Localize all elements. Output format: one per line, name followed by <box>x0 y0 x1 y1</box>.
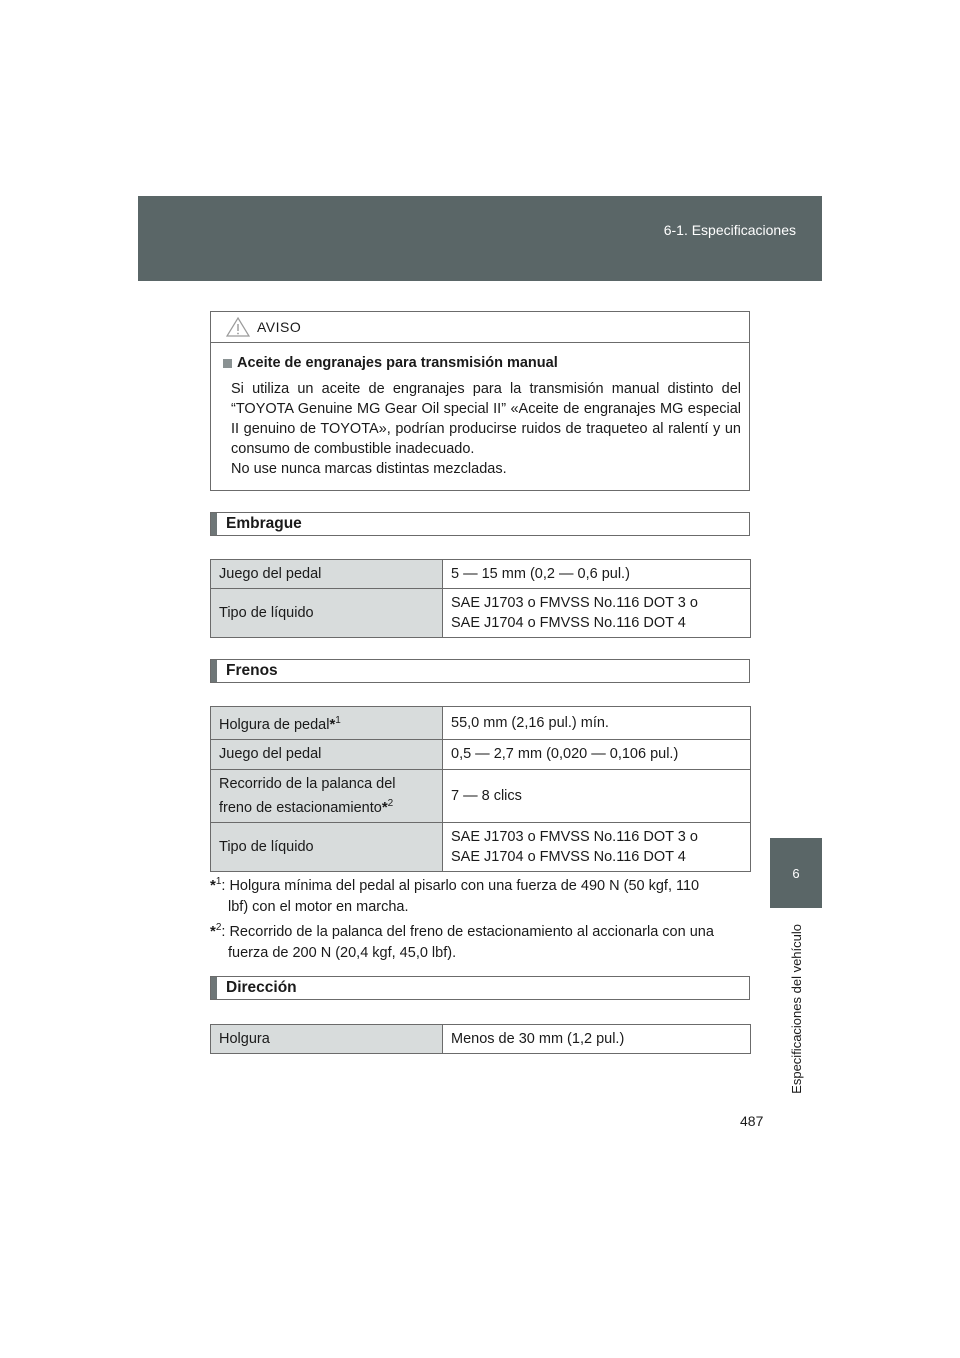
row-value: 0,5 — 2,7 mm (0,020 — 0,106 pul.) <box>443 739 751 769</box>
warning-subtitle <box>223 353 741 373</box>
warning-box <box>210 311 750 491</box>
row-label: Tipo de líquido <box>211 589 443 638</box>
section-heading-text: Embrague <box>226 515 302 532</box>
row-value: 5 — 15 mm (0,2 — 0,6 pul.) <box>443 560 751 589</box>
chapter-tab-number[interactable]: 6 <box>770 838 822 908</box>
row-value-line: SAE J1704 o FMVSS No.116 DOT 4 <box>451 848 686 865</box>
embrague-table <box>210 559 751 638</box>
footnote-number: 2 <box>387 797 394 809</box>
row-value: Menos de 30 mm (1,2 pul.) <box>443 1025 751 1054</box>
table-row <box>211 1025 751 1054</box>
row-label: Juego del pedal <box>211 560 443 589</box>
square-bullet-icon <box>223 359 232 368</box>
row-label-text: Holgura de pedal <box>219 716 330 733</box>
warning-subtitle-text: Aceite de engranajes para transmisión manual <box>237 355 558 371</box>
footnote-mark: * <box>210 922 216 940</box>
footnote-mark: * <box>329 715 336 733</box>
footnote-text-2: lbf) con el motor en marcha. <box>228 898 409 915</box>
section-heading-embrague <box>210 512 750 536</box>
footnote-text: : Holgura mínima del pedal al pisarlo con una fuerza de 490 N (50 kgf, 110 <box>221 877 700 894</box>
section-title: 6-1. Especificaciones <box>663 222 796 238</box>
row-value-line: SAE J1704 o FMVSS No.116 DOT 4 <box>451 615 686 631</box>
footnote-mark: * <box>381 798 388 816</box>
row-label-line: Recorrido de la palanca del <box>219 775 396 792</box>
row-value-line: SAE J1703 o FMVSS No.116 DOT 3 o <box>451 828 698 845</box>
warning-paragraph-2: No use nunca marcas distintas mezcladas. <box>231 461 507 477</box>
row-value-line: SAE J1703 o FMVSS No.116 DOT 3 o <box>451 595 698 611</box>
page-number: 487 <box>740 1113 764 1129</box>
row-value: 7 — 8 clics <box>443 769 751 822</box>
footnote-text: : Recorrido de la palanca del freno de estacionamiento al accionarla con una <box>221 923 714 940</box>
footnote-2 <box>210 917 746 964</box>
row-label-line-2 <box>219 794 434 818</box>
row-label: Holgura <box>211 1025 443 1054</box>
footnote-number: 2 <box>215 922 222 933</box>
section-bar <box>211 513 217 535</box>
warning-triangle-icon <box>225 316 251 338</box>
section-heading-text: Frenos <box>226 662 278 679</box>
row-label: Tipo de líquido <box>211 822 443 871</box>
section-heading-text: Dirección <box>226 979 297 996</box>
direccion-table <box>210 1024 751 1054</box>
row-value <box>443 589 751 638</box>
footnote-mark: * <box>210 876 216 894</box>
footnote-text-2: fuerza de 200 N (20,4 kgf, 45,0 lbf). <box>228 944 457 961</box>
row-label-text: freno de estacionamiento <box>219 799 382 816</box>
frenos-table <box>210 706 751 872</box>
table-row <box>211 822 751 871</box>
table-row <box>211 589 751 638</box>
header-band <box>138 196 822 281</box>
section-heading-direccion <box>210 976 750 1000</box>
table-row <box>211 739 751 769</box>
warning-header <box>211 312 749 343</box>
section-bar <box>211 977 217 999</box>
warning-paragraph: Si utiliza un aceite de engranajes para la transmisión manual distinto del “TOYOTA Genuine MG Gear Oil special II” «Aceite de engranajes MG especial II genuino de TOYOTA», podrían producirse ruidos de traqueteo al ralentí y un consumo de combustible inadecuado. <box>231 381 741 457</box>
row-label: Juego del pedal <box>211 739 443 769</box>
table-row <box>211 560 751 589</box>
row-label <box>211 707 443 740</box>
section-heading-frenos <box>210 659 750 683</box>
chapter-tab-label-text: Especificaciones del vehículo <box>788 924 804 1094</box>
chapter-tab-label <box>770 910 822 1108</box>
table-row <box>211 707 751 740</box>
row-label <box>211 769 443 822</box>
footnote-number: 1 <box>335 715 341 726</box>
footnote-number: 1 <box>215 876 222 887</box>
row-value: 55,0 mm (2,16 pul.) mín. <box>443 707 751 740</box>
section-bar <box>211 660 217 682</box>
table-row <box>211 769 751 822</box>
row-value <box>443 822 751 871</box>
footnote-1 <box>210 871 746 918</box>
warning-title: AVISO <box>257 319 302 335</box>
